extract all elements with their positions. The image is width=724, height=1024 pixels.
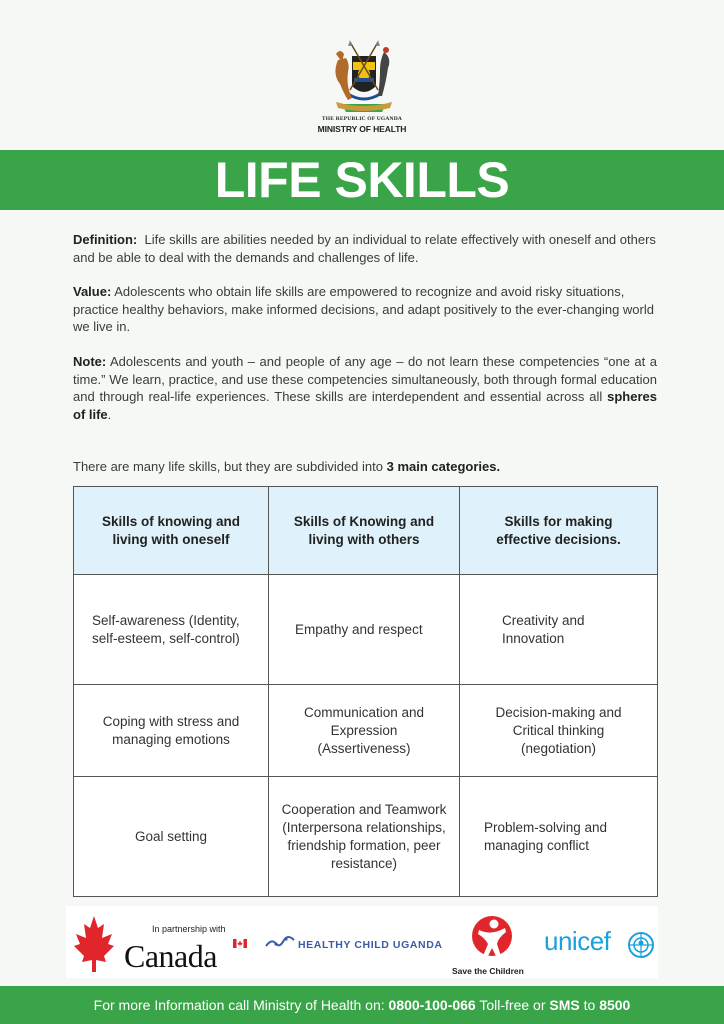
page-title: LIFE SKILLS [214,152,510,208]
definition-paragraph [73,231,657,266]
header-cell-others: Skills of Knowing and living with others [269,487,460,575]
healthy-child-uganda-icon [264,934,296,950]
unicef-emblem-icon [627,931,655,959]
save-the-children-icon [471,912,513,964]
table-cell: Decision-making and Critical thinking (negotiation) [460,685,658,777]
footer-sms-label: SMS [549,997,580,1013]
republic-label: THE REPUBLIC OF UGANDA [321,116,403,122]
table-row [74,777,658,897]
header-cell-decisions: Skills for making effective decisions. [460,487,658,575]
contact-footer [0,986,724,1024]
footer-lead: For more Information call Ministry of Health on: [93,997,385,1013]
unicef-wordmark: unicef [544,926,611,956]
skills-table [73,486,658,897]
table-cell: Goal setting [74,777,269,897]
partner-logos [66,906,658,978]
note-label: Note: [73,354,107,369]
canada-flag-icon [233,939,247,948]
value-paragraph [73,283,657,336]
definition-label: Definition: [73,232,138,247]
intro-emphasis: 3 main categories. [386,459,501,474]
ministry-label: MINISTRY OF HEALTH [317,124,407,134]
definition-text: Life skills are abilities needed by an individual to relate effectively with oneself and others and be able to deal with the demands and challenges of life. [73,232,656,265]
healthy-child-uganda-label: HEALTHY CHILD UGANDA [298,939,443,951]
table-cell: Cooperation and Teamwork (Interpersona relationships, friendship formation, peer resistance) [269,777,460,897]
table-row [74,575,658,685]
note-text: Adolescents and youth – and people of any age – do not learn these competencies “one at a time.” We learn, practice, and use these competencies simultaneously, both through formal education and through real-life experiences. These skills are interdependent and essential across all [73,354,657,405]
footer-to: to [583,997,596,1013]
partnership-text: In partnership with [152,924,226,934]
canada-wordmark: Canada [124,938,217,974]
intro-text: There are many life skills, but they are subdivided into [73,459,383,474]
footer-sms-number: 8500 [599,997,631,1013]
footer-phone: 0800-100-066 [388,997,476,1013]
table-row [74,685,658,777]
maple-leaf-icon [74,914,114,974]
table-header-row [74,487,658,575]
table-cell: Self-awareness (Identity, self-esteem, self-control) [74,575,269,685]
value-label: Value: [73,284,112,299]
note-paragraph [73,353,657,423]
save-the-children-label: Save the Children [452,966,524,976]
title-banner [0,150,724,210]
table-cell: Coping with stress and managing emotions [74,685,269,777]
categories-intro [73,458,657,476]
footer-tollfree: Toll-free or [479,997,546,1013]
table-cell: Communication and Expression (Assertiveness) [269,685,460,777]
note-end: . [107,406,112,422]
footer-text [94,997,631,1013]
note-emphasis: spheres of life [73,389,657,422]
value-text: Adolescents who obtain life skills are empowered to recognize and avoid risky situations, practice healthy behaviors, make informed decisions, and adapt positively to the ever-changing world we live in. [73,284,654,335]
table-cell: Empathy and respect [269,575,460,685]
table-cell: Problem-solving and managing conflict [460,777,658,897]
uganda-coat-of-arms-icon [326,38,402,116]
table-cell: Creativity and Innovation [460,575,658,685]
header-cell-oneself: Skills of knowing and living with oneself [74,487,269,575]
